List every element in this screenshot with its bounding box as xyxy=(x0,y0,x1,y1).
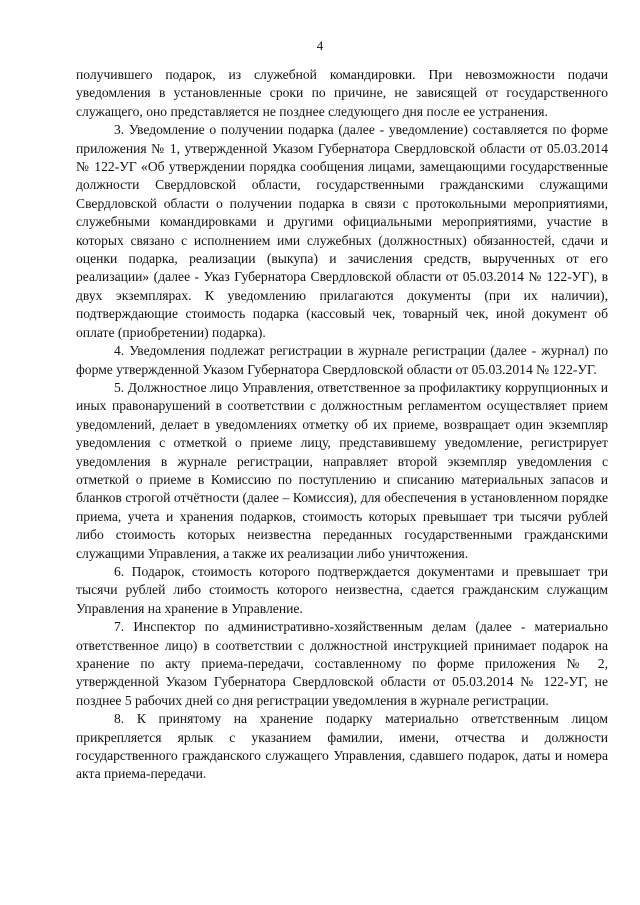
paragraph-5: 5. Должностное лицо Управления, ответственное за профилактику коррупционных и иных правонарушений в соответствии с должностным регламентом осуществляет прием уведомлений, делает в уведомлениях отметку об их приеме, возвращает один экземпляр уведомления с отметкой о приеме лицу, представившему уведомление, регистрирует уведомления в журнале регистрации, направляет второй экземпляр уведомления с отметкой о приеме в Комиссию по поступлению и списанию материальных запасов и бланков строгой отчётности (далее – Комиссия), для обеспечения в установленном порядке приема, учета и хранения подарков, стоимость которых превышает три тысячи рублей либо стоимость которых неизвестна переданных государственными гражданскими служащими Управления, а также их реализации либо уничтожения. xyxy=(76,379,608,561)
paragraph-7: 7. Инспектор по административно-хозяйственным делам (далее - материально ответственное лицо) в соответствии с должностной инструкцией принимает подарок на хранение по акту приема-передачи, составленному по форме приложения № 2, утвержденной Указом Губернатора Свердловской области от 05.03.2014 № 122-УГ, не позднее 5 рабочих дней со дня регистрации уведомления в журнале регистрации. xyxy=(76,619,608,708)
paragraph-continuation: получившего подарок, из служебной командировки. При невозможности подачи уведомления в установленные сроки по причине, не зависящей от государственного служащего, оно представляется не позднее следующего дня после ее устранения. xyxy=(76,67,608,119)
paragraph-8: 8. К принятому на хранение подарку материально ответственным лицом прикрепляется ярлык с указанием фамилии, имени, отчества и должности государственного гражданского служащего Управления, сдавшего подарок, даты и номера акта приема-передачи. xyxy=(76,711,608,782)
paragraph-6: 6. Подарок, стоимость которого подтверждается документами и превышает три тысячи рублей либо стоимость которого неизвестна, сдается гражданским служащим Управления на хранение в Управление. xyxy=(76,563,608,616)
document-body xyxy=(76,66,608,784)
paragraph-4: 4. Уведомления подлежат регистрации в журнале регистрации (далее - журнал) по форме утвержденной Указом Губернатора Свердловской области от 05.03.2014 № 122-УГ. xyxy=(76,343,608,377)
page-number: 4 xyxy=(316,38,324,53)
paragraph-3: 3. Уведомление о получении подарка (далее - уведомление) составляется по форме приложения № 1, утвержденной Указом Губернатора Свердловской области от 05.03.2014 № 122-УГ «Об утверждении порядка сообщения лицами, замещающими государственные должности Свердловской области, государственными гражданскими служащими Свердловской области о получении подарка в связи с протокольными мероприятиями, служебными командировками и другими официальными мероприятиями, участие в которых связано с исполнением ими служебных (должностных) обязанностей, сдачи и оценки подарка, реализации (выкупа) и зачисления средств, вырученных от его реализации» (далее - Указ Губернатора Свердловской области от 05.03.2014 № 122-УГ), в двух экземплярах. К уведомлению прилагаются документы (при их наличии), подтверждающие стоимость подарка (кассовый чек, товарный чек, иной документ об оплате (приобретении) подарка). xyxy=(76,122,608,340)
